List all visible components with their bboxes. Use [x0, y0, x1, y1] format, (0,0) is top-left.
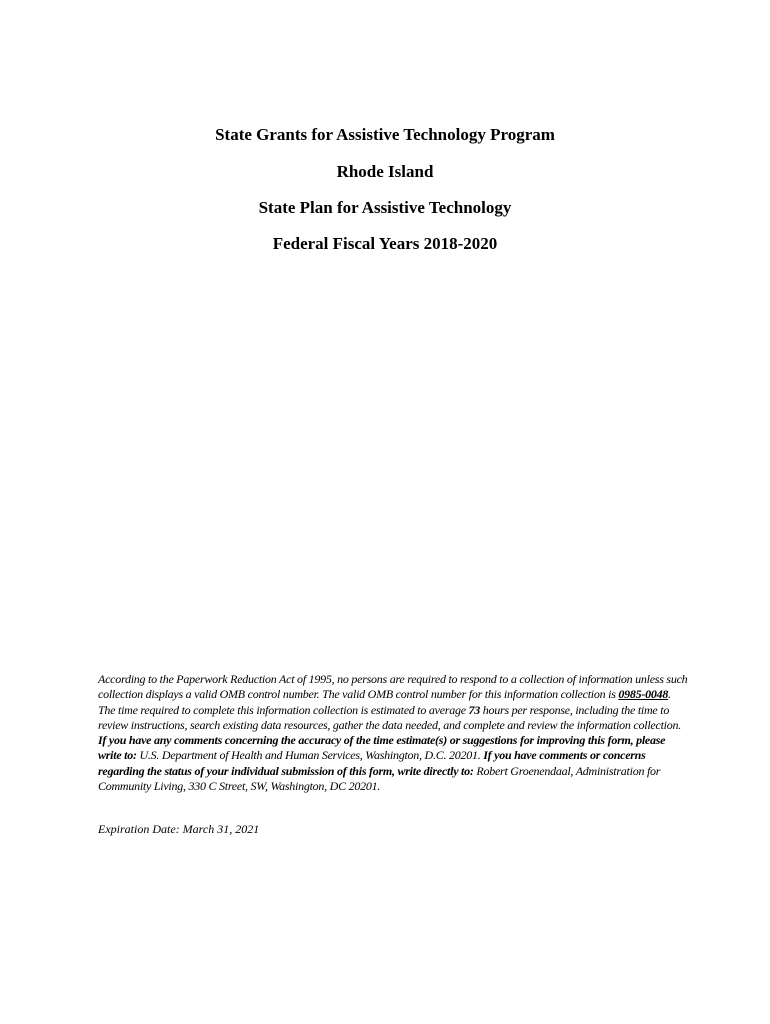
fiscal-years: Federal Fiscal Years 2018-2020 [272, 234, 498, 253]
hhs-address: U.S. Department of Health and Human Services, Washington, D.C. 20201. [136, 748, 484, 763]
omb-control-number: 0985-0048 [618, 687, 669, 702]
plan-title: State Plan for Assistive Technology [258, 198, 512, 217]
estimated-hours: 73 [468, 702, 481, 717]
state-name: Rhode Island [336, 162, 434, 181]
program-title: State Grants for Assistive Technology Program [215, 125, 555, 144]
expiration-date: Expiration Date: March 31, 2021 [98, 822, 260, 836]
comments-instruction: If you have any comments concerning the accuracy of the time estimate(s) or suggestions for improving this form, please write to: [98, 733, 666, 763]
notice-paragraph [98, 672, 688, 794]
notice-text: . The time required to complete this information collection is estimated to average [98, 687, 671, 717]
paperwork-reduction-notice [98, 672, 688, 794]
status-instruction: If you have comments or concerns regarding the status of your individual submission of this form, write directly to: [98, 748, 646, 778]
notice-text: According to the Paperwork Reduction Act of 1995, no persons are required to respond to a collection of information unless such collection displays a valid OMB control number. The valid OMB control number for this information collection is [98, 672, 688, 702]
acl-address: Robert Groenendaal, Administration for Community Living, 330 C Street, SW, Washington, DC 20201. [98, 763, 661, 794]
notice-text: hours per response, including the time to review instructions, search existing data resources, gather the data needed, and complete and review the information collection. [98, 702, 681, 732]
